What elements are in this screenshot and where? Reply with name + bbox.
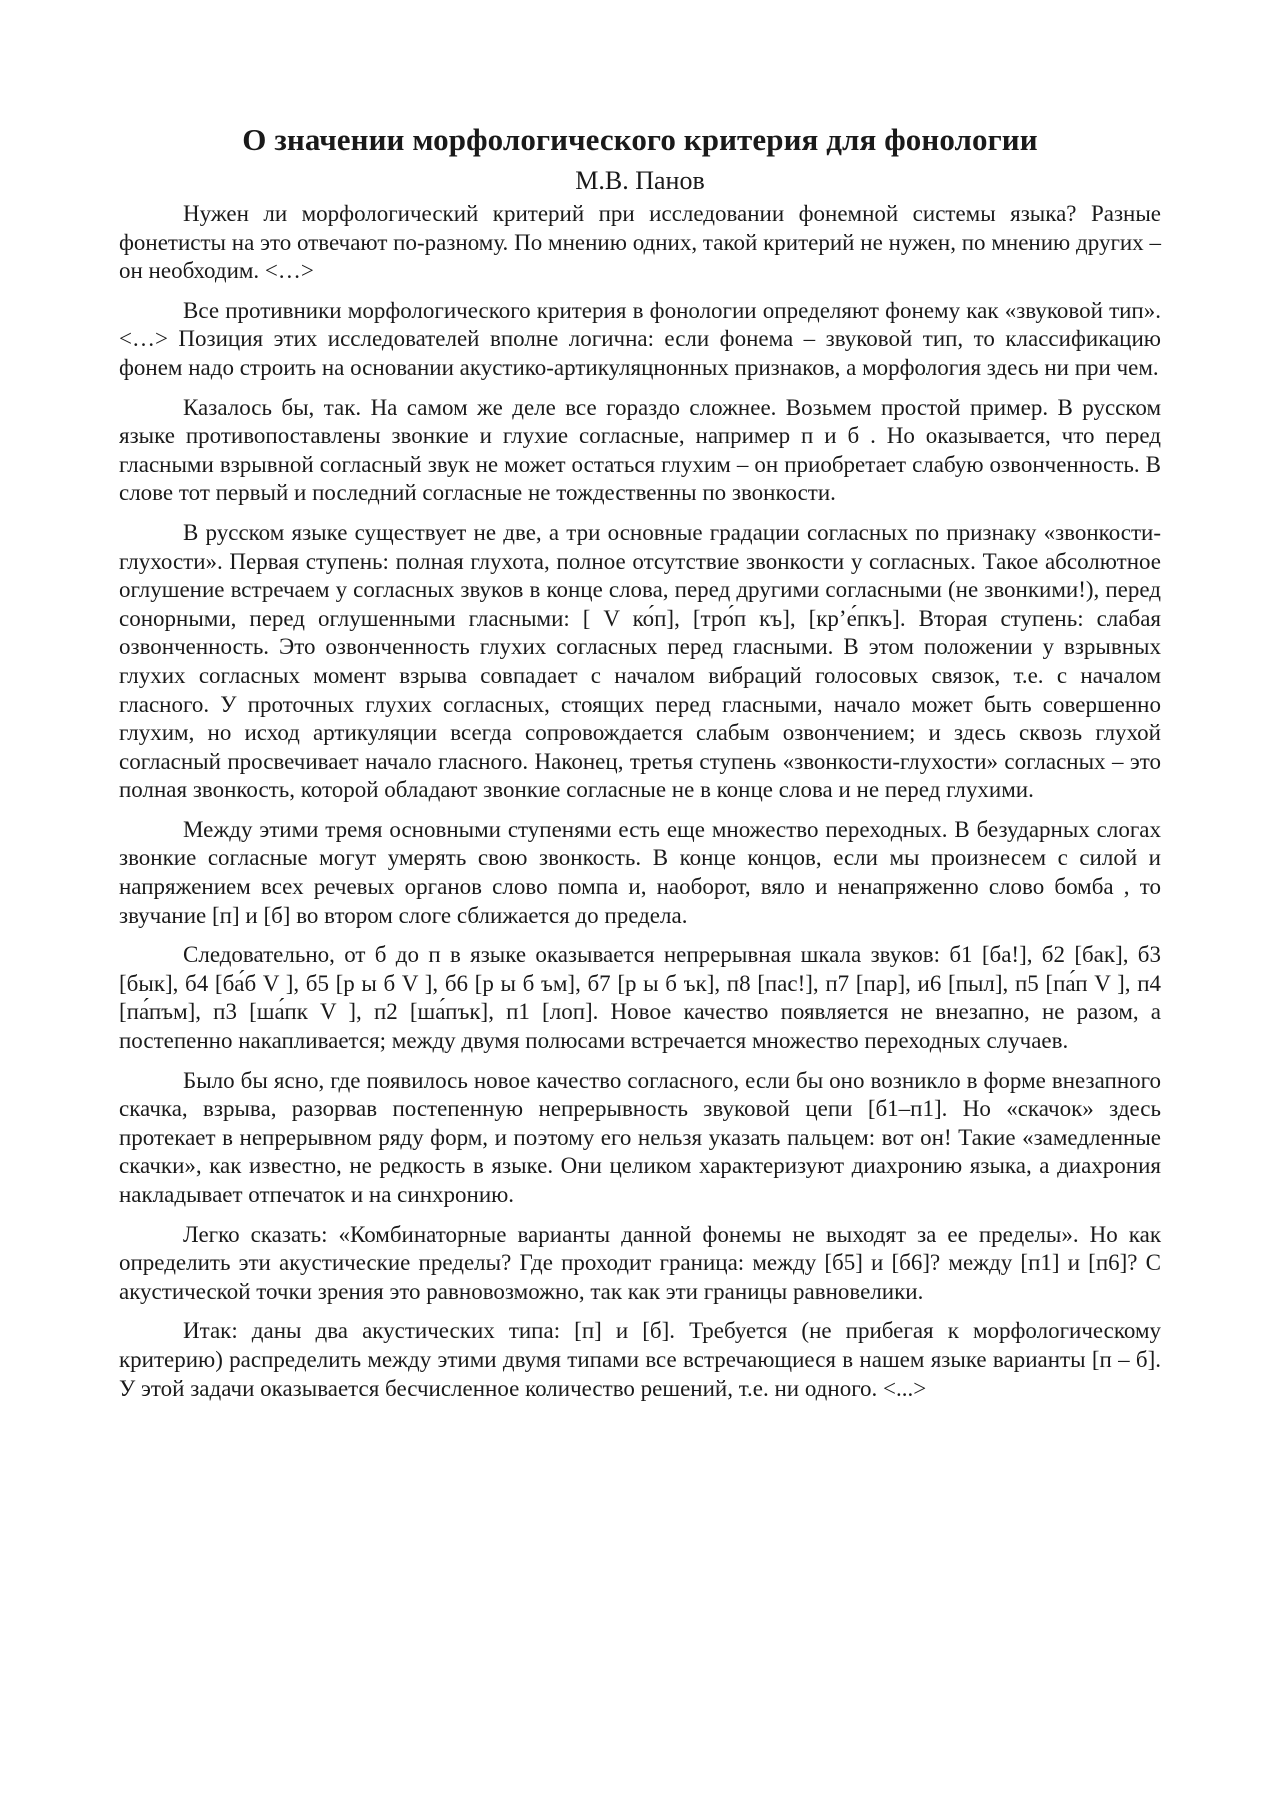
paragraph: Было бы ясно, где появилось новое качество согласного, если бы оно возникло в форме внезапного скачка, взрыва, разорвав постепенную непрерывность звуковой цепи [б1–п1]. Но «скачок» здесь протекает в непрерывном ряду форм, и поэтому его нельзя указать пальцем: вот он! Такие «замедленные скачки», как известно, не редкость в языке. Они целиком характеризуют диахронию языка, а диахрония накладывает отпечаток и на синхронию. — [119, 1067, 1161, 1207]
paragraph: Казалось бы, так. На самом же деле все гораздо сложнее. Возьмем простой пример. В русском языке противопоставлены звонкие и глухие согласные, например п и б . Но оказывается, что перед гласными взрывной согласный звук не может остаться глухим – он приобретает слабую озвонченность. В слове тот первый и последний согласные не тождественны по звонкости. — [119, 394, 1161, 506]
document-page — [119, 120, 1161, 1403]
document-body — [119, 200, 1161, 1403]
paragraph: Все противники морфологического критерия в фонологии определяют фонему как «звуковой тип». <…> Позиция этих исследователей вполне логична: если фонема – звуковой тип, то классификацию фонем надо строить на основании акустико-артикуляцнонных признаков, а морфология здесь ни при чем. — [119, 297, 1161, 380]
document-title: О значении морфологического критерия для фонологии — [242, 122, 1038, 157]
paragraph: Итак: даны два акустических типа: [п] и [б]. Требуется (не прибегая к морфологическому критерию) распределить между этими двумя типами все встречающиеся в нашем языке варианты [п – б]. У этой задачи оказывается бесчисленное количество решений, т.е. ни одного. <...> — [119, 1318, 1161, 1401]
paragraph: Следовательно, от б до п в языке оказывается непрерывная шкала звуков: б1 [ба!], б2 [бак], б3 [бык], б4 [ба́б V ], б5 [р ы б V ], б6 [р ы б ъм], б7 [р ы б ък], п8 [пас!], п7 [пар], и6 [пыл], п5 [па́п V ], п4 [па́пъм], п3 [ша́пк V ], п2 [ша́пък], п1 [лоп]. Новое качество появляется не внезапно, не разом, а постепенно накапливается; между двумя полюсами встречается множество переходных случаев. — [119, 942, 1161, 1054]
paragraph: Между этими тремя основными ступенями есть еще множество переходных. В безударных слогах звонкие согласные могут умерять свою звонкость. В конце концов, если мы произнесем с силой и напряжением всех речевых органов слово помпа и, наоборот, вяло и ненапряженно слово бомба , то звучание [п] и [б] во втором слоге сближается до предела. — [119, 816, 1161, 928]
author-name: М.В. Панов — [575, 166, 705, 195]
paragraph: Нужен ли морфологический критерий при исследовании фонемной системы языка? Разные фонетисты на это отвечают по-разному. По мнению одних, такой критерий не нужен, по мнению других – он необходим. <…> — [119, 201, 1161, 284]
paragraph: Легко сказать: «Комбинаторные варианты данной фонемы не выходят за ее пределы». Но как определить эти акустические пределы? Где проходит граница: между [б5] и [б6]? между [п1] и [п6]? С акустической точки зрения это равновозможно, так как эти границы равновелики. — [119, 1221, 1161, 1304]
paragraph: В русском языке существует не две, а три основные градации согласных по признаку «звонкости-глухости». Первая ступень: полная глухота, полное отсутствие звонкости у согласных. Такое абсолютное оглушение встречаем у согласных звуков в конце слова, перед другими согласными (не звонкими!), перед сонорными, перед оглушенными гласными: [ V ко́п], [тро́п къ], [кр’е́пкъ]. Вторая ступень: слабая озвонченность. Это озвонченность глухих согласных перед гласными. В этом положении у взрывных глухих согласных момент взрыва совпадает с началом вибраций голосовых связок, т.е. с началом гласного. У проточных глухих согласных, стоящих перед гласными, начало может быть совершенно глухим, но исход артикуляции всегда сопровождается слабым озвончением; и здесь сквозь глухой согласный просвечивает начало гласного. Наконец, третья ступень «звонкости-глухости» согласных – это полная звонкость, которой обладают звонкие согласные не в конце слова и не перед глухими. — [119, 519, 1161, 803]
